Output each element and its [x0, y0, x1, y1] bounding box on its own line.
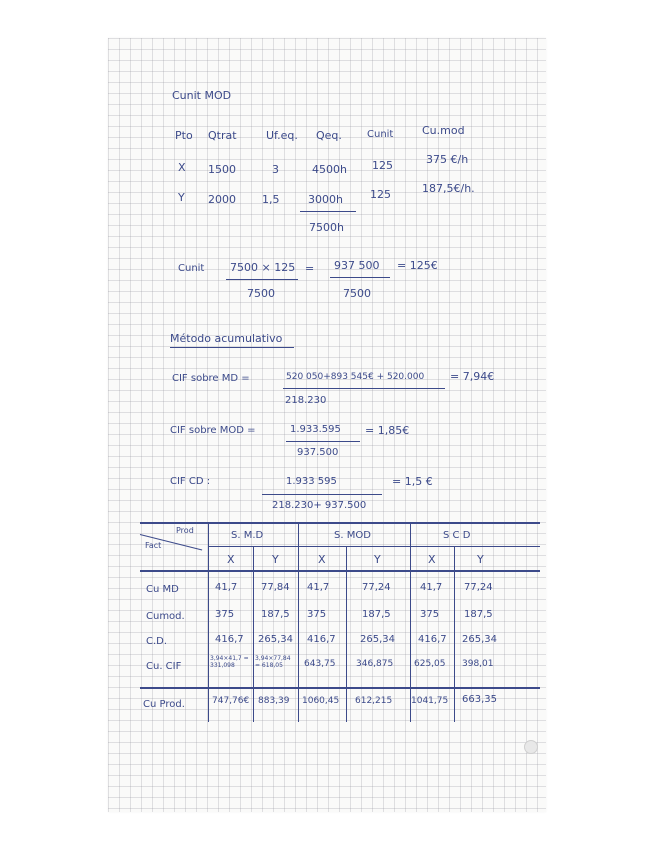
subheader-scd-x: X — [428, 553, 436, 566]
metodo-underline — [170, 347, 294, 348]
fraction-bar-2 — [330, 277, 390, 278]
cif-md-label: CIF sobre MD = — [172, 373, 250, 384]
row-label-cu-cif: Cu. CIF — [146, 661, 182, 672]
cif-mod-denominator: 937.500 — [297, 447, 339, 458]
mod-header-cunit: Cunit — [367, 129, 394, 140]
cell-cuprod-scd-x: 1041,75 — [411, 696, 449, 706]
cunit-calc-label: Cunit — [178, 263, 205, 274]
row-label-cu-md: Cu MD — [146, 584, 179, 595]
fraction-bar-1 — [226, 279, 298, 280]
cif-cd-numerator: 1.933 595 — [286, 476, 337, 487]
cell-cucif-scd-y: 398,01 — [462, 659, 494, 669]
group-header-smd: S. M.D — [231, 530, 264, 541]
table-vline-6 — [454, 546, 455, 722]
cif-mod-numerator: 1.933.595 — [290, 424, 341, 435]
mod-row-x-product: X — [178, 161, 186, 174]
cell-cuprod-smd-y: 883,39 — [258, 696, 290, 706]
row-label-cu-prod: Cu Prod. — [143, 699, 185, 710]
cif-mod-label: CIF sobre MOD = — [170, 425, 256, 436]
cell-cumod-scd-x: 375 — [420, 609, 440, 620]
mod-row-y-qtrat: 2000 — [208, 193, 236, 206]
group-header-scd: S C D — [443, 530, 471, 541]
cell-cuprod-smod-x: 1060,45 — [302, 696, 340, 706]
cif-mod-result: = 1,85€ — [365, 424, 410, 437]
mod-header-cumod: Cu.mod — [422, 124, 465, 137]
cell-cd-smod-x: 416,7 — [307, 634, 336, 645]
cif-md-denominator: 218.230 — [285, 395, 327, 406]
mod-row-x-cunit: 125 — [372, 159, 393, 172]
cell-cucif-smd-x: 3,94×41,7 = 331,098 — [210, 655, 249, 669]
cell-cd-scd-x: 416,7 — [418, 634, 447, 645]
mod-row-y-cumod: 187,5€/h. — [422, 182, 475, 195]
cell-cuprod-scd-y: 663,35 — [462, 694, 497, 705]
cif-cd-fraction-bar — [262, 494, 382, 495]
cell-cd-smd-x: 416,7 — [215, 634, 244, 645]
cell-cucif-scd-x: 625,05 — [414, 659, 446, 669]
cell-cucif-smod-x: 643,75 — [304, 659, 336, 669]
table-top-border — [140, 522, 540, 524]
cell-cumod-smod-y: 187,5 — [362, 609, 391, 620]
cif-md-numerator: 520 050+893 545€ + 520.000 — [286, 372, 425, 382]
mod-header-qeq: Qeq. — [316, 129, 342, 142]
cell-cumd-smod-y: 77,24 — [362, 582, 391, 593]
mod-row-y-ufeq: 1,5 — [262, 193, 280, 206]
subheader-smod-x: X — [318, 553, 326, 566]
cif-cd-result: = 1,5 € — [392, 475, 433, 488]
table-total-border — [140, 687, 540, 689]
cell-cucif-smd-y: 3,94×77,84 = 618,05 — [255, 655, 291, 669]
punch-hole — [524, 740, 538, 754]
mod-total-hours: 7500h — [309, 221, 344, 234]
mod-row-y-product: Y — [178, 191, 185, 204]
cunit-result: = 125€ — [397, 259, 438, 272]
table-vline-2 — [253, 546, 254, 722]
cell-cumod-smod-x: 375 — [307, 609, 327, 620]
cif-md-result: = 7,94€ — [450, 370, 495, 383]
cell-cumd-scd-y: 77,24 — [464, 582, 493, 593]
subheader-smod-y: Y — [374, 553, 381, 566]
mod-row-x-cumod: 375 €/h — [426, 153, 469, 166]
group-header-smod: S. MOD — [334, 530, 371, 541]
cif-cd-label: CIF CD : — [170, 476, 211, 487]
subheader-smd-x: X — [227, 553, 235, 566]
mod-row-x-ufeq: 3 — [272, 163, 279, 176]
row-label-cumod: Cumod. — [146, 611, 185, 622]
section-title-metodo: Método acumulativo — [170, 332, 283, 345]
table-vline-1 — [208, 522, 209, 722]
cif-md-fraction-bar — [283, 388, 445, 389]
cell-cumd-smd-x: 41,7 — [215, 582, 238, 593]
mod-row-x-qtrat: 1500 — [208, 163, 236, 176]
cunit-denominator-2: 7500 — [343, 287, 371, 300]
cell-cumd-scd-x: 41,7 — [420, 582, 443, 593]
row-label-cd: C.D. — [146, 636, 168, 647]
table-vline-4 — [346, 546, 347, 722]
mod-row-y-qeq: 3000h — [308, 193, 343, 206]
table-vline-5 — [410, 522, 411, 722]
subheader-scd-y: Y — [477, 553, 484, 566]
corner-label-fact: Fact — [145, 541, 162, 550]
total-underline — [300, 211, 356, 212]
cunit-numerator-1: 7500 × 125 — [230, 261, 296, 274]
cell-cd-scd-y: 265,34 — [462, 634, 497, 645]
cell-cucif-smod-y: 346,875 — [356, 659, 394, 669]
cunit-numerator-2: 937 500 — [334, 259, 380, 272]
cif-cd-denominator: 218.230+ 937.500 — [272, 500, 367, 511]
mod-header-qtrat: Qtrat — [208, 129, 237, 142]
cunit-denominator-1: 7500 — [247, 287, 275, 300]
cell-cumod-scd-y: 187,5 — [464, 609, 493, 620]
section-title-cunit-mod: Cunit MOD — [172, 89, 232, 102]
mod-row-x-qeq: 4500h — [312, 163, 347, 176]
mod-row-y-cunit: 125 — [370, 188, 391, 201]
cell-cuprod-smod-y: 612,215 — [355, 696, 393, 706]
cell-cumod-smd-x: 375 — [215, 609, 235, 620]
cell-cumd-smod-x: 41,7 — [307, 582, 330, 593]
cell-cumd-smd-y: 77,84 — [261, 582, 290, 593]
cell-cumod-smd-y: 187,5 — [261, 609, 290, 620]
corner-label-prod: Prod — [176, 526, 194, 535]
cell-cd-smd-y: 265,34 — [258, 634, 293, 645]
table-vline-3 — [298, 522, 299, 722]
table-group-divider — [208, 546, 540, 547]
mod-header-product: Pto — [175, 129, 193, 142]
cell-cuprod-smd-x: 747,76€ — [212, 696, 250, 706]
cell-cd-smod-y: 265,34 — [360, 634, 395, 645]
mod-header-ufeq: Uf.eq. — [266, 129, 298, 142]
cif-mod-fraction-bar — [286, 441, 360, 442]
cunit-equals: = — [305, 262, 315, 275]
table-header-border — [140, 570, 540, 572]
subheader-smd-y: Y — [272, 553, 279, 566]
